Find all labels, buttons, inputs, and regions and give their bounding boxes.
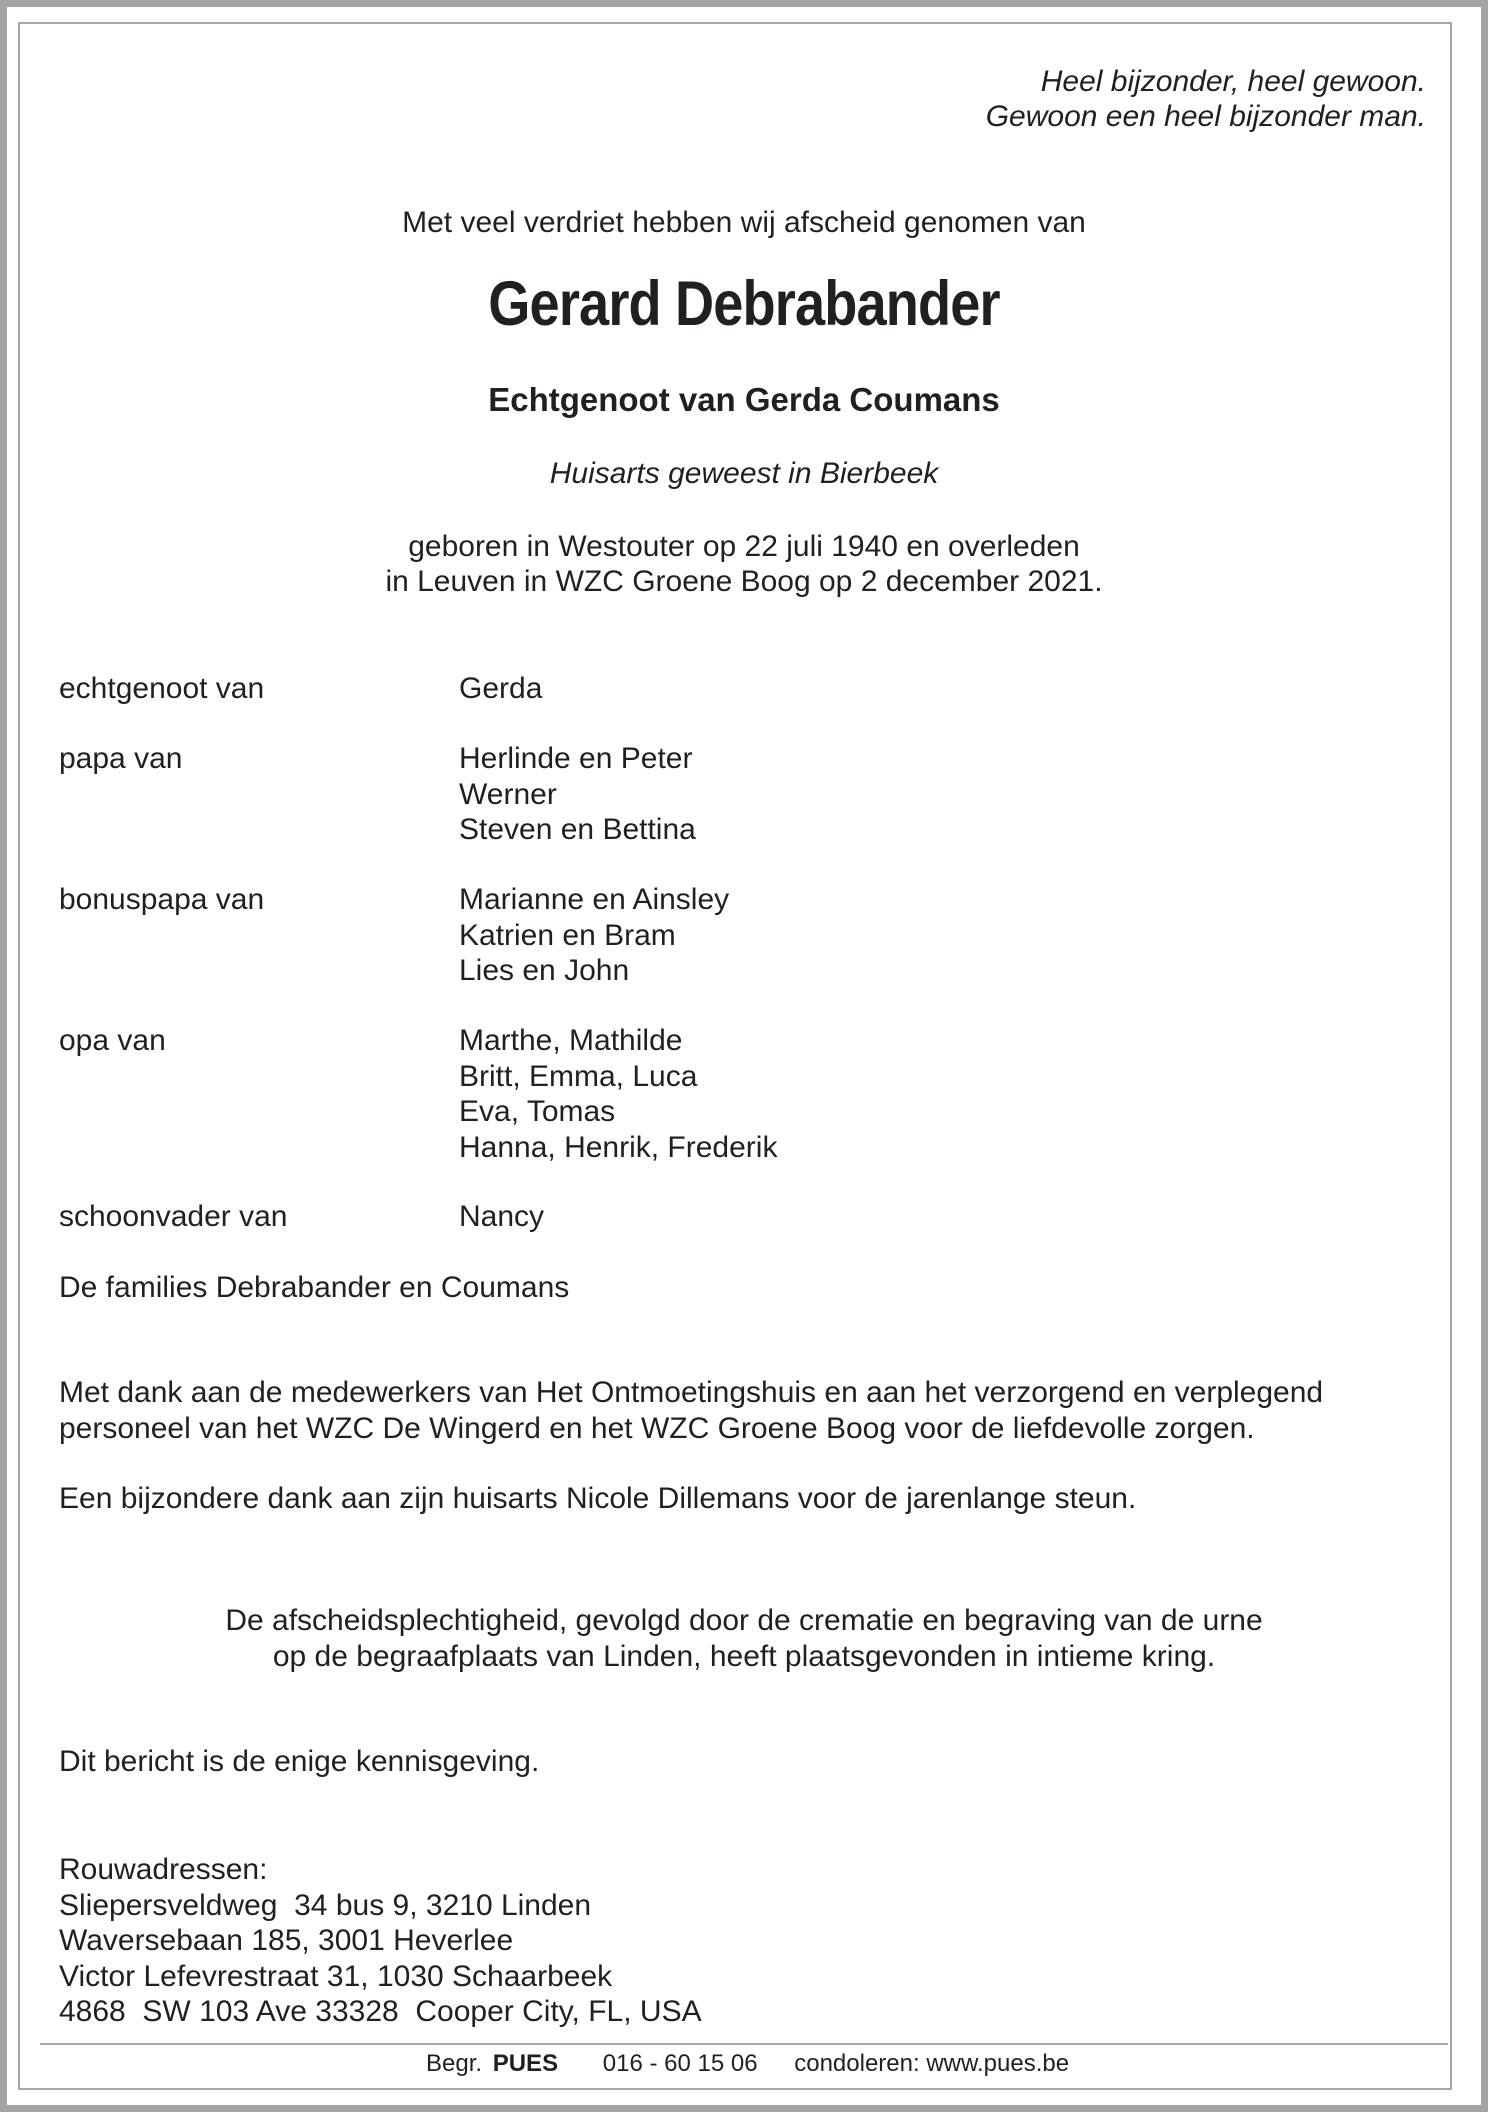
footer-condolences-link[interactable]: condoleren: www.pues.be <box>794 2050 1070 2077</box>
notice-text: Dit bericht is de enige kennisgeving. <box>59 1745 540 1778</box>
ceremony-line-1: De afscheidsplechtigheid, gevolgd door de crematie en begraving van de urne <box>225 1604 1263 1637</box>
family-name: Katrien en Bram <box>459 918 676 952</box>
family-label-spouse: echtgenoot van <box>59 672 265 705</box>
spouse-line: Echtgenoot van Gerda Coumans <box>488 381 1000 418</box>
addresses-label: Rouwadressen: <box>59 1853 268 1886</box>
address-line: Sliepersveldweg 34 bus 9, 3210 Linden <box>59 1888 592 1922</box>
family-name: Lies en John <box>459 954 630 987</box>
family-names-in-law <box>459 1199 544 1235</box>
deceased-name: Gerard Debrabander <box>488 269 1000 339</box>
family-name: Gerda <box>459 672 543 705</box>
funeral-home-name: PUES <box>492 2050 559 2077</box>
thanks-line-1: Met dank aan de medewerkers van Het Ontmoetingshuis en aan het verzorgend en verplegend <box>59 1376 1324 1409</box>
ceremony-text <box>0 1603 1488 1674</box>
footer-divider <box>40 2043 1448 2045</box>
family-name: Marianne en Ainsley <box>459 883 730 916</box>
special-thanks: Een bijzondere dank aan zijn huisarts Nicole Dillemans voor de jarenlange steun. <box>59 1482 1137 1515</box>
family-names-stepchildren <box>459 882 729 989</box>
occupation: Huisarts geweest in Bierbeek <box>549 457 939 490</box>
footer <box>426 2050 1226 2078</box>
family-label-in-law: schoonvader van <box>59 1200 288 1233</box>
family-name: Hanna, Henrik, Frederik <box>459 1130 778 1164</box>
family-name: Herlinde en Peter <box>459 742 693 775</box>
family-label-children: papa van <box>59 742 183 775</box>
footer-prefix: Begr. <box>426 2050 483 2077</box>
motto-line-2: Gewoon een heel bijzonder man. <box>985 100 1426 133</box>
families-line: De families Debrabander en Coumans <box>59 1271 570 1304</box>
address-line: Victor Lefevrestraat 31, 1030 Schaarbeek <box>59 1959 613 1993</box>
intro-text: Met veel verdriet hebben wij afscheid genomen van <box>402 206 1086 239</box>
family-name: Werner <box>459 777 557 811</box>
family-name: Eva, Tomas <box>459 1095 616 1128</box>
ceremony-line-2: op de begraafplaats van Linden, heeft plaatsgevonden in intieme kring. <box>272 1639 1216 1673</box>
family-names-children <box>459 741 696 848</box>
family-label-stepchildren: bonuspapa van <box>59 883 265 916</box>
dates-line-2: in Leuven in WZC Groene Boog op 2 december 2021. <box>385 565 1103 598</box>
family-label-grandchildren: opa van <box>59 1024 166 1057</box>
motto-line-1: Heel bijzonder, heel gewoon. <box>1040 65 1426 98</box>
dates-line-1: geboren in Westouter op 22 juli 1940 en overleden <box>408 530 1080 563</box>
family-name: Nancy <box>459 1200 545 1233</box>
family-name: Steven en Bettina <box>459 813 696 846</box>
address-line: Waversebaan 185, 3001 Heverlee <box>59 1924 514 1957</box>
family-name: Britt, Emma, Luca <box>459 1059 698 1093</box>
mourning-addresses <box>59 1852 1439 2030</box>
thanks-paragraph <box>59 1375 1439 1446</box>
address-line: 4868 SW 103 Ave 33328 Cooper City, FL, USA <box>59 1995 702 2028</box>
family-name: Marthe, Mathilde <box>459 1024 683 1057</box>
motto <box>986 64 1426 134</box>
footer-phone: 016 - 60 15 06 <box>602 2050 758 2077</box>
family-names-grandchildren <box>459 1023 777 1165</box>
family-names-spouse <box>459 671 542 707</box>
thanks-line-2: personeel van het WZC De Wingerd en het WZC Groene Boog voor de liefdevolle zorgen. <box>59 1411 1255 1445</box>
birth-death-dates <box>0 529 1488 599</box>
